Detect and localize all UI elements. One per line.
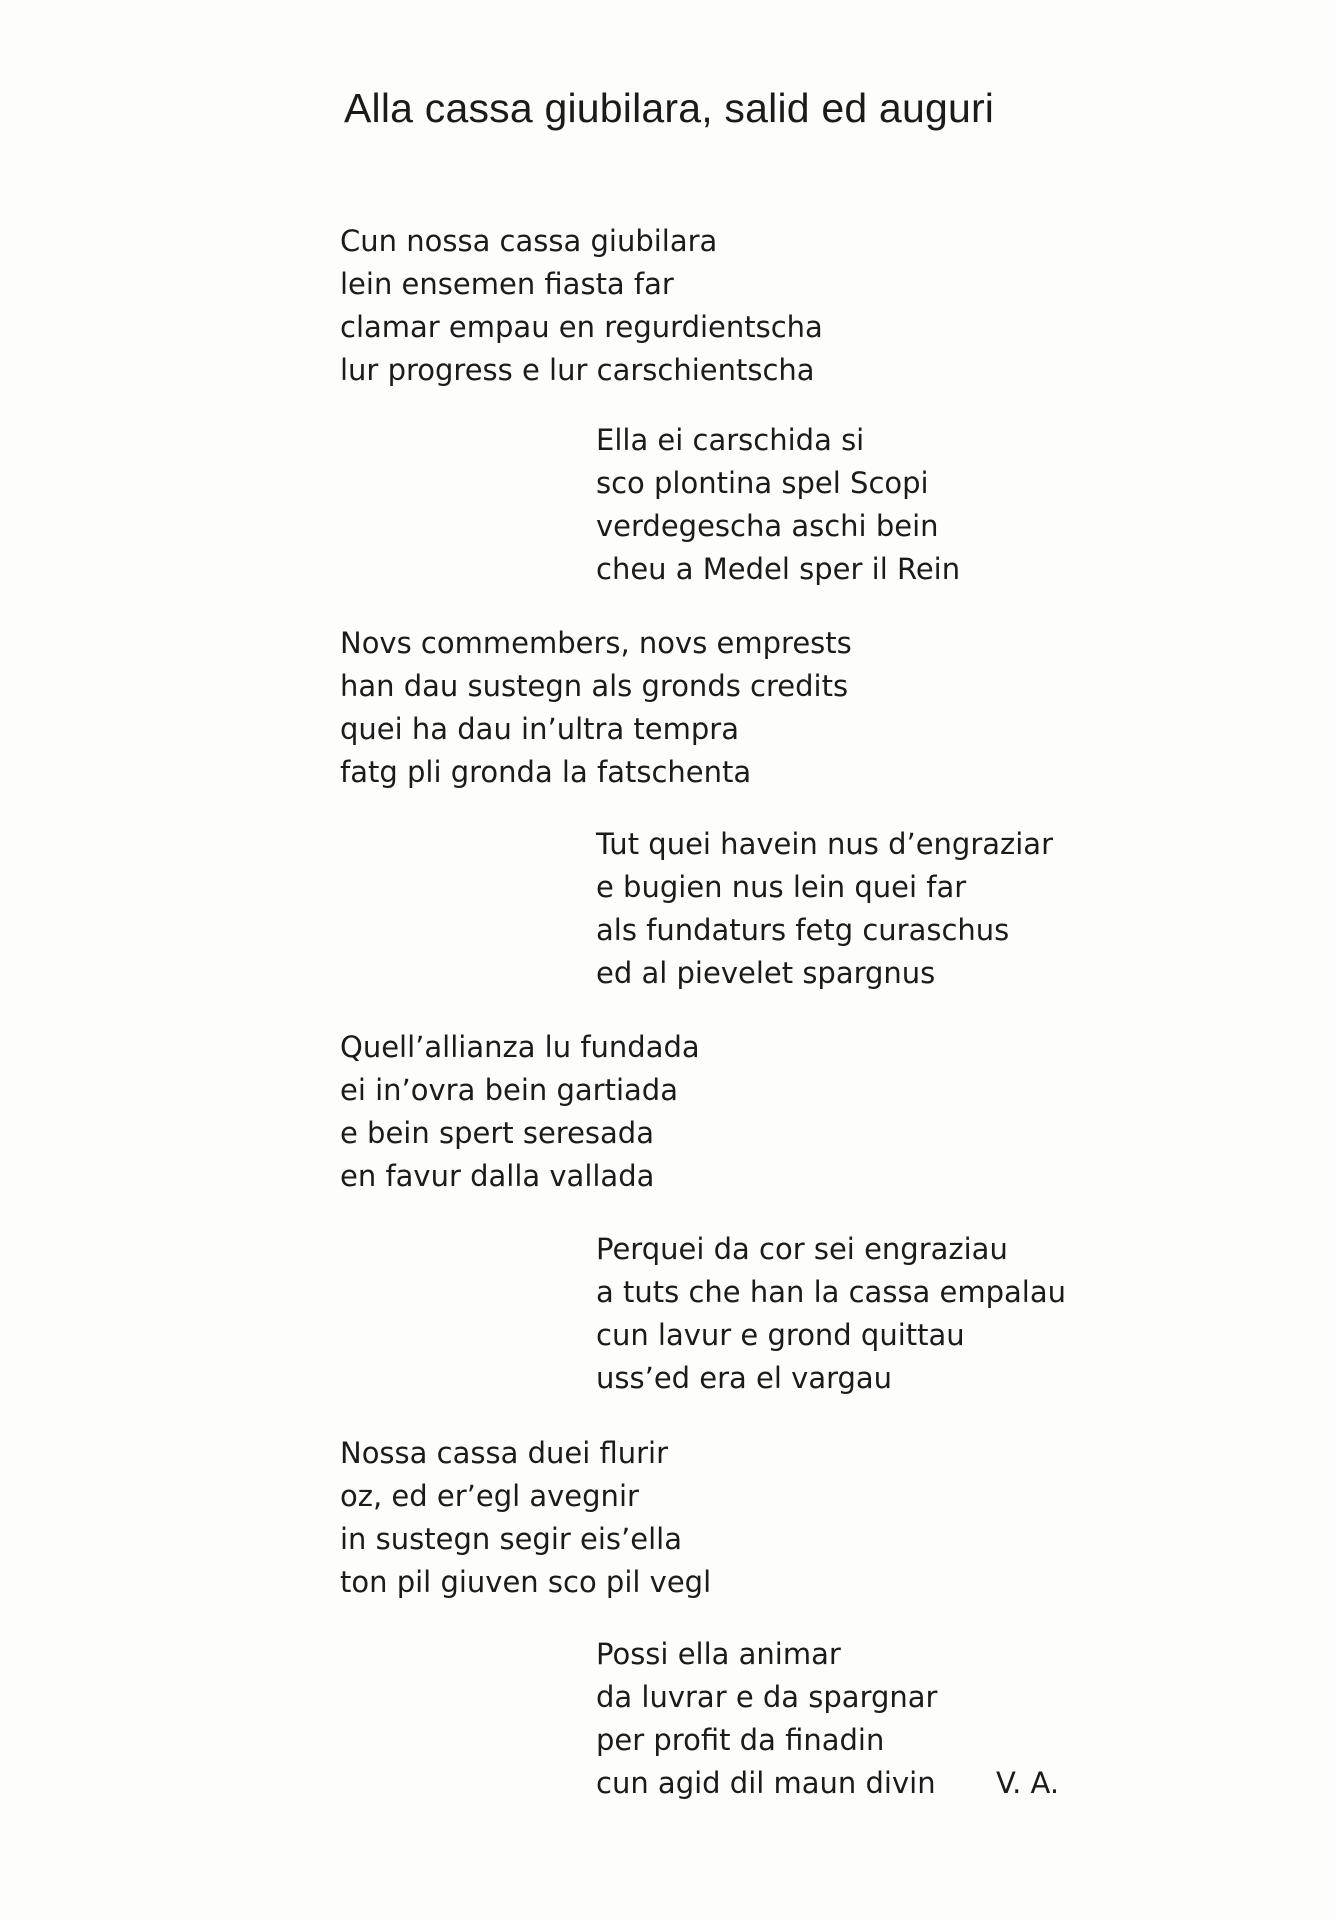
- verse-line: verdegescha aschi bein: [596, 509, 939, 543]
- stanza-4: [596, 823, 1053, 995]
- verse-line: e bein spert seresada: [340, 1116, 654, 1150]
- verse-line: uss’ed era el vargau: [596, 1361, 893, 1395]
- verse-line: Cun nossa cassa giubilara: [340, 224, 718, 258]
- verse-line: fatg pli gronda la fatschenta: [340, 755, 752, 789]
- verse-line: lein ensemen fiasta far: [340, 267, 674, 301]
- verse-line: en favur dalla vallada: [340, 1159, 655, 1193]
- stanza-2: [596, 419, 960, 591]
- verse-line: han dau sustegn als gronds credits: [340, 669, 849, 703]
- verse-line: Nossa cassa duei flurir: [340, 1436, 669, 1470]
- verse-line: Possi ella animar: [596, 1637, 841, 1671]
- verse-line: ton pil giuven sco pil vegl: [340, 1565, 712, 1599]
- verse-line: ei in’ovra bein gartiada: [340, 1073, 678, 1107]
- stanza-7: [340, 1432, 711, 1604]
- stanza-6: [596, 1228, 1066, 1400]
- verse-line: Quell’allianza lu fundada: [340, 1030, 700, 1064]
- verse-line: e bugien nus lein quei far: [596, 870, 967, 904]
- verse-line: Tut quei havein nus d’engraziar: [596, 827, 1054, 861]
- verse-line: lur progress e lur carschientscha: [340, 353, 815, 387]
- poem-title: Alla cassa giubilara, salid ed auguri: [344, 85, 995, 131]
- stanza-3: [340, 622, 852, 794]
- author-initials: V. A.: [996, 1766, 1060, 1800]
- stanza-1: [340, 220, 823, 392]
- verse-line: oz, ed er’egl avegnir: [340, 1479, 639, 1513]
- verse-line: clamar empau en regurdientscha: [340, 310, 823, 344]
- verse-line: sco plontina spel Scopi: [596, 466, 929, 500]
- verse-line: per profit da finadin: [596, 1723, 885, 1757]
- verse-line: a tuts che han la cassa empalau: [596, 1275, 1067, 1309]
- verse-line: da luvrar e da spargnar: [596, 1680, 938, 1714]
- verse-line: cun lavur e grond quittau: [596, 1318, 965, 1352]
- verse-line: Ella ei carschida si: [596, 423, 865, 457]
- verse-line: quei ha dau in’ultra tempra: [340, 712, 739, 746]
- verse-line: cheu a Medel sper il Rein: [596, 552, 961, 586]
- verse-line: als fundaturs fetg curaschus: [596, 913, 1010, 947]
- verse-line: in sustegn segir eis’ella: [340, 1522, 682, 1556]
- stanza-8: [596, 1633, 937, 1805]
- verse-line: cun agid dil maun divin: [596, 1766, 936, 1800]
- verse-line: ed al pievelet spargnus: [596, 956, 936, 990]
- stanza-5: [340, 1026, 700, 1198]
- verse-line: Perquei da cor sei engraziau: [596, 1232, 1008, 1266]
- verse-line: Novs commembers, novs emprests: [340, 626, 852, 660]
